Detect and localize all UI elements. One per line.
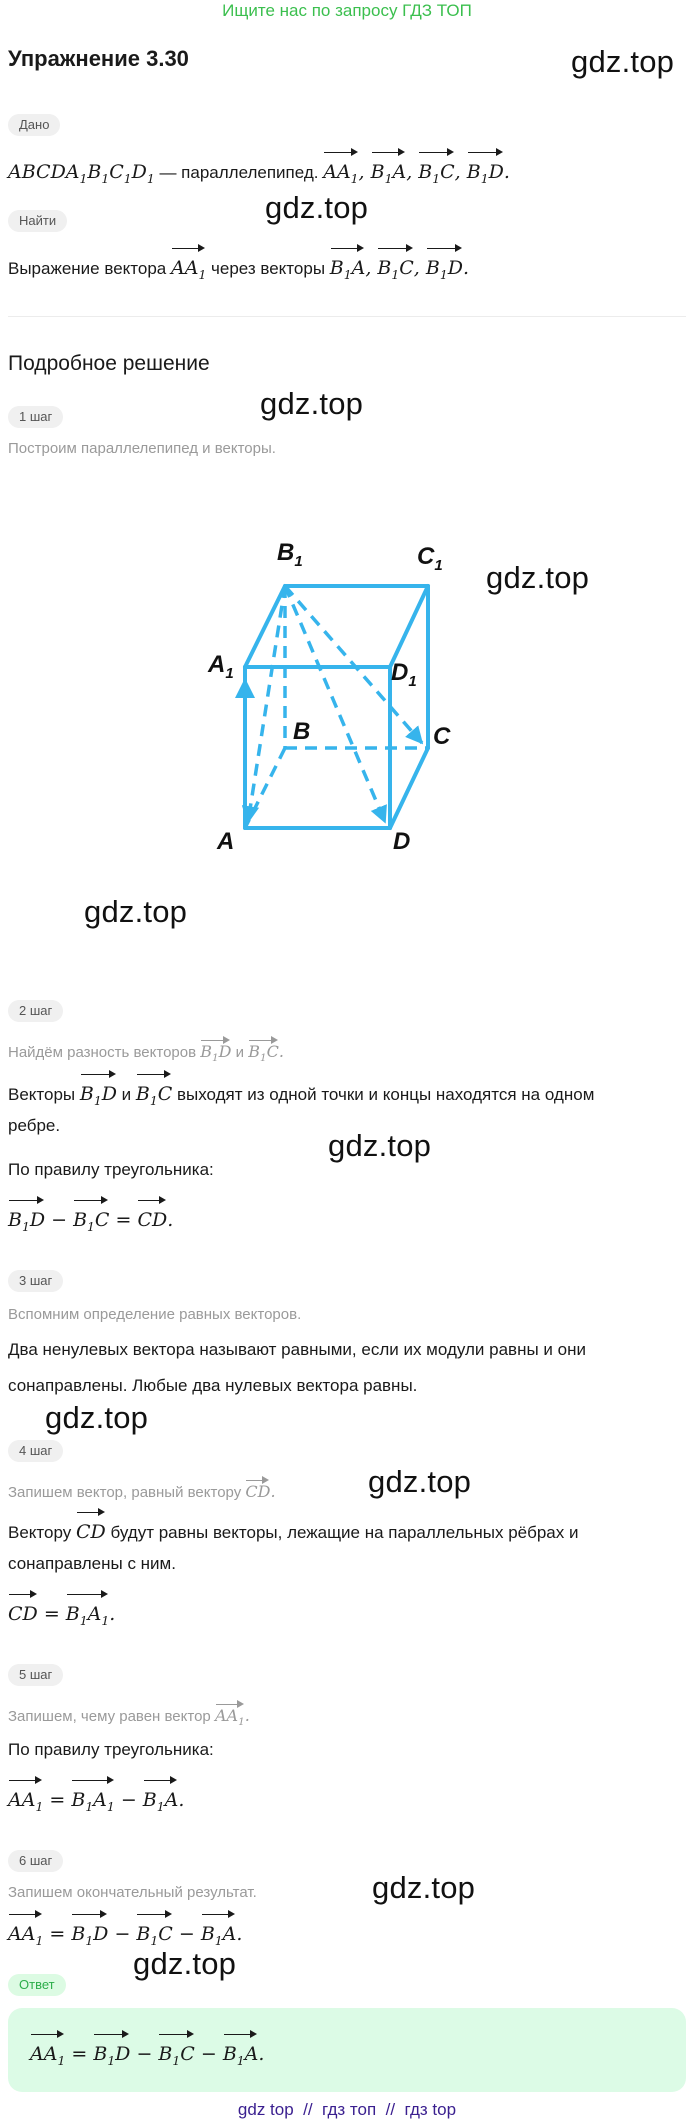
step-3-line2: сонаправлены. Любые два нулевых вектора равны.	[8, 1376, 418, 1395]
page-title: Упражнение 3.30	[8, 46, 189, 71]
step-3-badge: 3 шаг	[8, 1270, 63, 1292]
label-a: A	[217, 828, 235, 855]
step-5-rule: По правилу треугольника:	[8, 1740, 214, 1759]
watermark: gdz.top	[328, 1128, 432, 1163]
label-d1: $D_1$	[391, 659, 417, 690]
label-b: B	[293, 718, 311, 745]
watermark: gdz.top	[265, 190, 369, 225]
step-2-caption: Найдём разность векторов $B_1D$ и $B_1C$.	[8, 1036, 284, 1064]
find-badge: Найти	[8, 210, 67, 232]
step-4-line1: Вектору CD будут равны векторы, лежащие на параллельных рёбрах и	[8, 1508, 578, 1551]
top-banner[interactable]: Ищите нас по запросу ГДЗ ТОП	[222, 1, 472, 20]
step-3-caption: Вспомним определение равных векторов.	[8, 1306, 302, 1323]
footer-link-gdz-top-ru[interactable]: гдз топ	[322, 2100, 377, 2119]
watermark: gdz.top	[260, 386, 364, 421]
watermark: gdz.top	[368, 1464, 472, 1499]
label-b1: $B_1$	[277, 539, 303, 570]
step-2-line1: Векторы $B_1D$ и $B_1C$ выходят из одной точки и концы находятся на одном	[8, 1070, 594, 1119]
footer-separator: //	[303, 2100, 313, 2119]
given-text: $ABCDA_1B_1C_1D_1$ — параллелепипед. $AA_1$, $B_1A$, $B_1C$, $B_1D$.	[8, 148, 510, 197]
step-6-caption: Запишем окончательный результат.	[8, 1884, 257, 1901]
footer-links	[0, 2100, 694, 2120]
footer-separator: //	[385, 2100, 396, 2119]
footer-link-gdz-top-mixed[interactable]: гдз top	[404, 2100, 457, 2119]
answer-badge: Ответ	[8, 1974, 66, 1996]
step-4-badge: 4 шаг	[8, 1440, 63, 1462]
edge-c1-d1	[390, 586, 428, 667]
step-5-badge: 5 шаг	[8, 1664, 63, 1686]
watermark: gdz.top	[571, 44, 675, 79]
find-text: Выражение вектора $AA_1$ через векторы $B_1A$, $B_1C$, $B_1D$.	[8, 244, 469, 293]
step-2-formula: $B_1D - B_1C$ = CD.	[8, 1196, 173, 1245]
parallelepiped-figure	[195, 530, 485, 860]
step-2-rule: По правилу треугольника:	[8, 1160, 214, 1179]
step-4-line2: сонаправлены с ним.	[8, 1554, 176, 1573]
footer-link-gdz-top[interactable]: gdz top	[237, 2100, 294, 2119]
given-badge: Дано	[8, 114, 60, 136]
label-c1: $C_1$	[417, 543, 443, 574]
step-2-line2: ребре.	[8, 1116, 61, 1135]
answer-formula: $AA_1 = B_1D - B_1C - B_1A$.	[30, 2030, 264, 2079]
hidden-edge-b-a	[245, 748, 285, 828]
step-2-badge: 2 шаг	[8, 1000, 63, 1022]
label-c: C	[433, 723, 451, 750]
step-1-badge: 1 шаг	[8, 406, 63, 428]
step-6-badge: 6 шаг	[8, 1850, 63, 1872]
watermark: gdz.top	[133, 1946, 237, 1981]
watermark: gdz.top	[486, 560, 590, 595]
watermark: gdz.top	[84, 894, 188, 929]
step-5-formula: $AA_1 = B_1A_1 - B_1A$.	[8, 1776, 184, 1825]
step-3-line1: Два ненулевых вектора называют равными, если их модули равны и они	[8, 1340, 586, 1359]
step-5-caption: Запишем, чему равен вектор $AA_1$.	[8, 1700, 250, 1728]
step-4-caption: Запишем вектор, равный вектору CD.	[8, 1476, 276, 1501]
label-d: D	[393, 828, 411, 855]
label-a1: $A_1$	[208, 651, 234, 682]
watermark: gdz.top	[372, 1870, 476, 1905]
step-1-caption: Построим параллелепипед и векторы.	[8, 440, 276, 457]
solution-heading: Подробное решение	[8, 352, 210, 375]
watermark: gdz.top	[45, 1400, 149, 1435]
vector-b1-d	[285, 586, 385, 822]
edge-c-d	[390, 748, 428, 828]
step-4-formula: CD = $B_1A_1$.	[8, 1590, 115, 1639]
step-6-formula: $AA_1 = B_1D - B_1C - B_1A$.	[8, 1910, 242, 1959]
divider	[8, 316, 686, 317]
